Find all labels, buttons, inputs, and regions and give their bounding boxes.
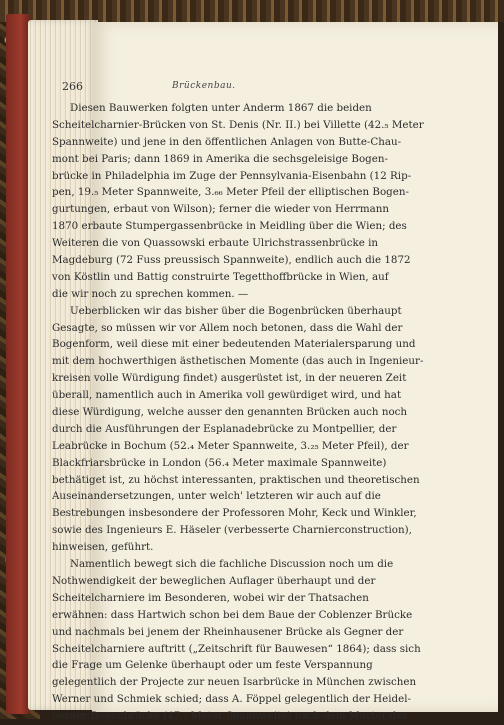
text-line: berger Bogenbrücke (47.₂ Meter Spannweite) nach dem Muster der bbox=[52, 710, 408, 723]
text-line: sowie des Ingenieurs E. Häseler (verbesserte Charnierconstruction), bbox=[52, 524, 412, 537]
body-text bbox=[52, 100, 472, 725]
text-line: Leabrücke in Bochum (52.₄ Meter Spannweite, 3.₂₅ Meter Pfeil), der bbox=[52, 439, 409, 452]
text-line: Scheitelcharniere auftritt („Zeitschrift für Bauwesen“ 1864); dass sich bbox=[52, 642, 421, 655]
text-line: Blackfriarsbrücke in London (56.₄ Meter maximale Spannweite) bbox=[52, 456, 387, 469]
text-line: erwähnen: dass Hartwich schon bei dem Baue der Coblenzer Brücke bbox=[52, 608, 413, 621]
text-line: kreisen volle Würdigung findet) ausgerüstet ist, in der neueren Zeit bbox=[52, 372, 407, 385]
text-line: Diesen Bauwerken folgten unter Anderm 1867 die beiden bbox=[70, 102, 372, 114]
text-line: Auseinandersetzungen, unter welch' letzteren wir auch auf die bbox=[52, 490, 381, 503]
text-line: mit dem hochwerthigen ästhetischen Momente (das auch in Ingenieur- bbox=[52, 355, 424, 368]
text-line: und nachmals bei jenem der Rheinhausener Brücke als Gegner der bbox=[52, 625, 404, 638]
text-line: überall, namentlich auch in Amerika voll gewürdiget wird, und hat bbox=[52, 389, 402, 402]
running-title: Brückenbau. bbox=[172, 81, 236, 91]
text-line: Weiteren die von Quassowski erbaute Ulrichstrassenbrücke in bbox=[52, 237, 379, 250]
text-line: Ueberblicken wir das bisher über die Bogenbrücken überhaupt bbox=[70, 304, 402, 317]
text-line: gelegentlich der Projecte zur neuen Isarbrücke in München zwischen bbox=[52, 676, 417, 689]
text-line: Scheitelcharniere im Besonderen, wobei wir der Thatsachen bbox=[52, 591, 369, 604]
text-line: Bogenform, weil diese mit einer bedeutenden Materialersparung und bbox=[52, 338, 416, 351]
text-line: Scheitelcharnier-Brücken von St. Denis (Nr. II.) bei Villette (42.₅ Meter bbox=[52, 118, 424, 131]
text-line: pen, 19.₅ Meter Spannweite, 3.₆₆ Meter Pfeil der elliptischen Bogen- bbox=[52, 186, 409, 199]
text-line: Nothwendigkeit der beweglichen Auflager überhaupt und der bbox=[52, 574, 376, 587]
text-line: bethätiget ist, zu höchst interessanten, praktischen und theoretischen bbox=[52, 473, 420, 486]
text-line: die Frage um Gelenke überhaupt oder um feste Verspannung bbox=[52, 659, 373, 672]
text-line: von Köstlin und Battig construirte Tegetthoffbrücke in Wien, auf bbox=[52, 270, 389, 283]
text-line: durch die Ausführungen der Esplanadebrücke zu Montpellier, der bbox=[52, 422, 397, 435]
text-line: Namentlich bewegt sich die fachliche Discussion noch um die bbox=[70, 558, 394, 571]
text-line: Spannweite) und jene in den öffentlichen Anlagen von Butte-Chau- bbox=[52, 135, 402, 148]
text-line: die wir noch zu sprechen kommen. — bbox=[52, 287, 249, 300]
text-line: Bestrebungen insbesondere der Professoren Mohr, Keck und Winkler, bbox=[52, 507, 417, 520]
text-line: hinweisen, geführt. bbox=[52, 541, 154, 554]
page-number: 266 bbox=[62, 80, 83, 93]
page-header bbox=[62, 80, 392, 96]
text-line: 1870 erbaute Stumpergassenbrücke in Meidling über die Wien; des bbox=[52, 220, 407, 233]
text-line: Magdeburg (72 Fuss preussisch Spannweite), endlich auch die 1872 bbox=[52, 254, 411, 267]
text-line: diese Würdigung, welche ausser den genannten Brücken auch noch bbox=[52, 406, 408, 419]
book-cover-top-edge bbox=[0, 0, 504, 22]
text-line: Gesagte, so müssen wir vor Allem noch betonen, dass die Wahl der bbox=[52, 321, 403, 334]
book-cover-red-binding bbox=[6, 14, 30, 714]
text-line: Werner und Schmiek schied; dass A. Föppel gelegentlich der Heidel- bbox=[52, 693, 411, 706]
text-line: gurtungen, erbaut von Wilson); ferner die wieder von Herrmann bbox=[52, 203, 390, 216]
text-line: mont bei Paris; dann 1869 in Amerika die sechsgeleisige Bogen- bbox=[52, 152, 388, 165]
text-line: brücke in Philadelphia im Zuge der Pennsylvania-Eisenbahn (12 Rip- bbox=[52, 169, 412, 182]
